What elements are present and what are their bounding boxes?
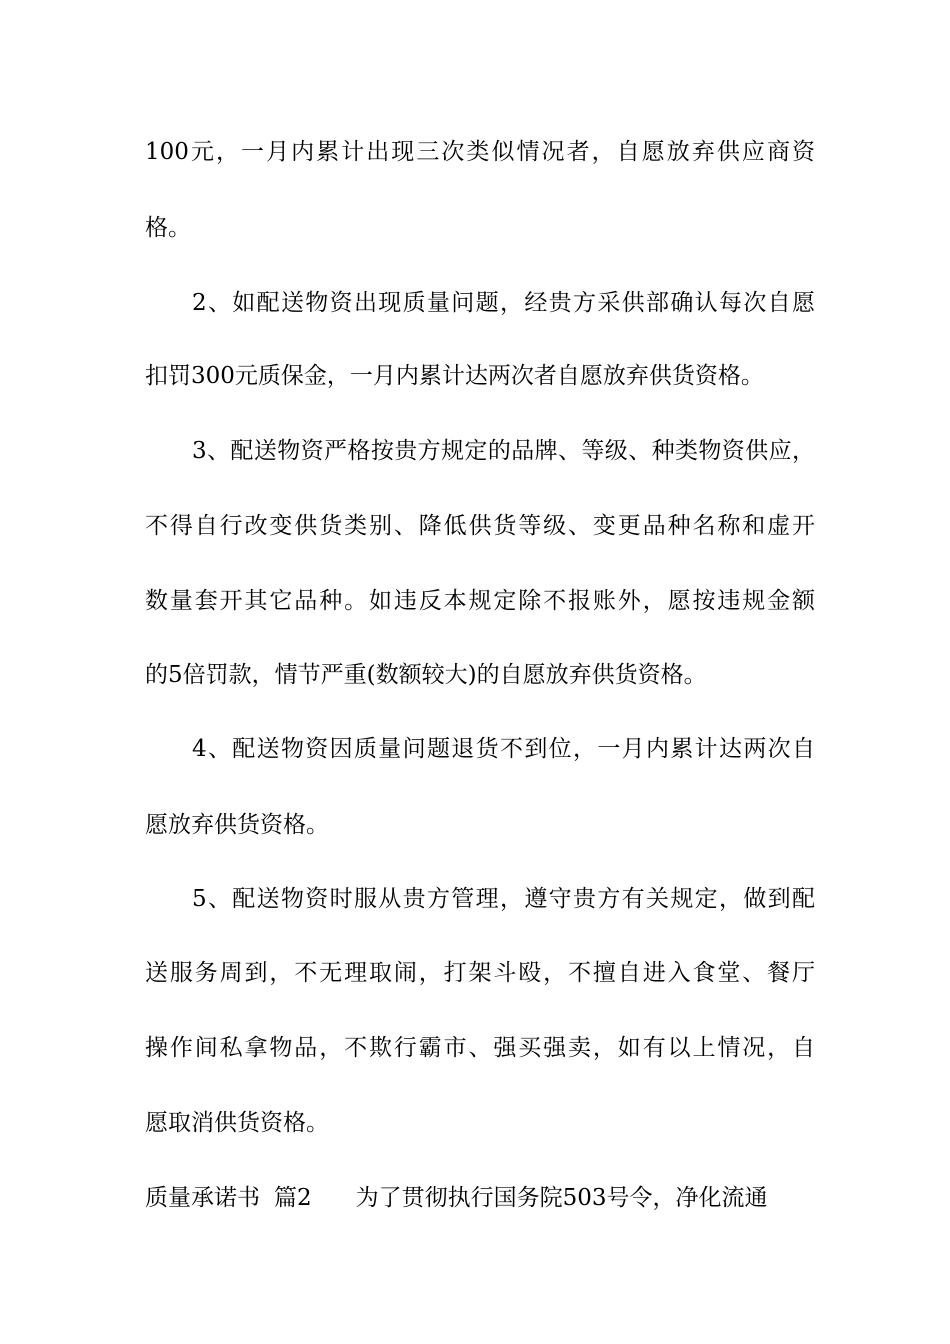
- text-line: 100元，一月内累计出现三次类似情况者，自愿放弃供应商资: [145, 139, 815, 165]
- section-number: 篇2: [274, 1185, 312, 1211]
- paragraph-4-start: 4、配送物资因质量问题退货不到位，一月内累计达两次自: [192, 736, 815, 762]
- paragraph-3-start: 3、配送物资严格按贵方规定的品牌、等级、种类物资供应，: [192, 438, 815, 464]
- text-line: 不得自行改变供货类别、降低供货等级、变更品种名称和虚开: [145, 513, 815, 539]
- text-line: 扣罚300元质保金，一月内累计达两次者自愿放弃供货资格。: [145, 363, 764, 389]
- text-line: 格。: [145, 215, 191, 241]
- section-intro-text: 为了贯彻执行国务院503号令，净化流通: [355, 1185, 768, 1211]
- text-line: 愿放弃供货资格。: [145, 812, 329, 838]
- section-heading-line: [145, 1178, 815, 1218]
- paragraph-5-start: 5、配送物资时服从贵方管理，遵守贵方有关规定，做到配: [192, 886, 815, 912]
- paragraph-2-start: 2、如配送物资出现质量问题，经贵方采供部确认每次自愿: [192, 290, 815, 316]
- text-line: 的5倍罚款，情节严重(数额较大)的自愿放弃供货资格。: [145, 662, 707, 688]
- text-line: 操作间私拿物品，不欺行霸市、强买强卖，如有以上情况，自: [145, 1035, 815, 1061]
- text-line: 送服务周到，不无理取闹，打架斗殴，不擅自进入食堂、餐厅: [145, 960, 815, 986]
- text-line: 数量套开其它品种。如违反本规定除不报账外，愿按违规金额: [145, 588, 815, 614]
- text-line: 愿取消供货资格。: [145, 1110, 329, 1136]
- section-title: 质量承诺书: [145, 1185, 260, 1211]
